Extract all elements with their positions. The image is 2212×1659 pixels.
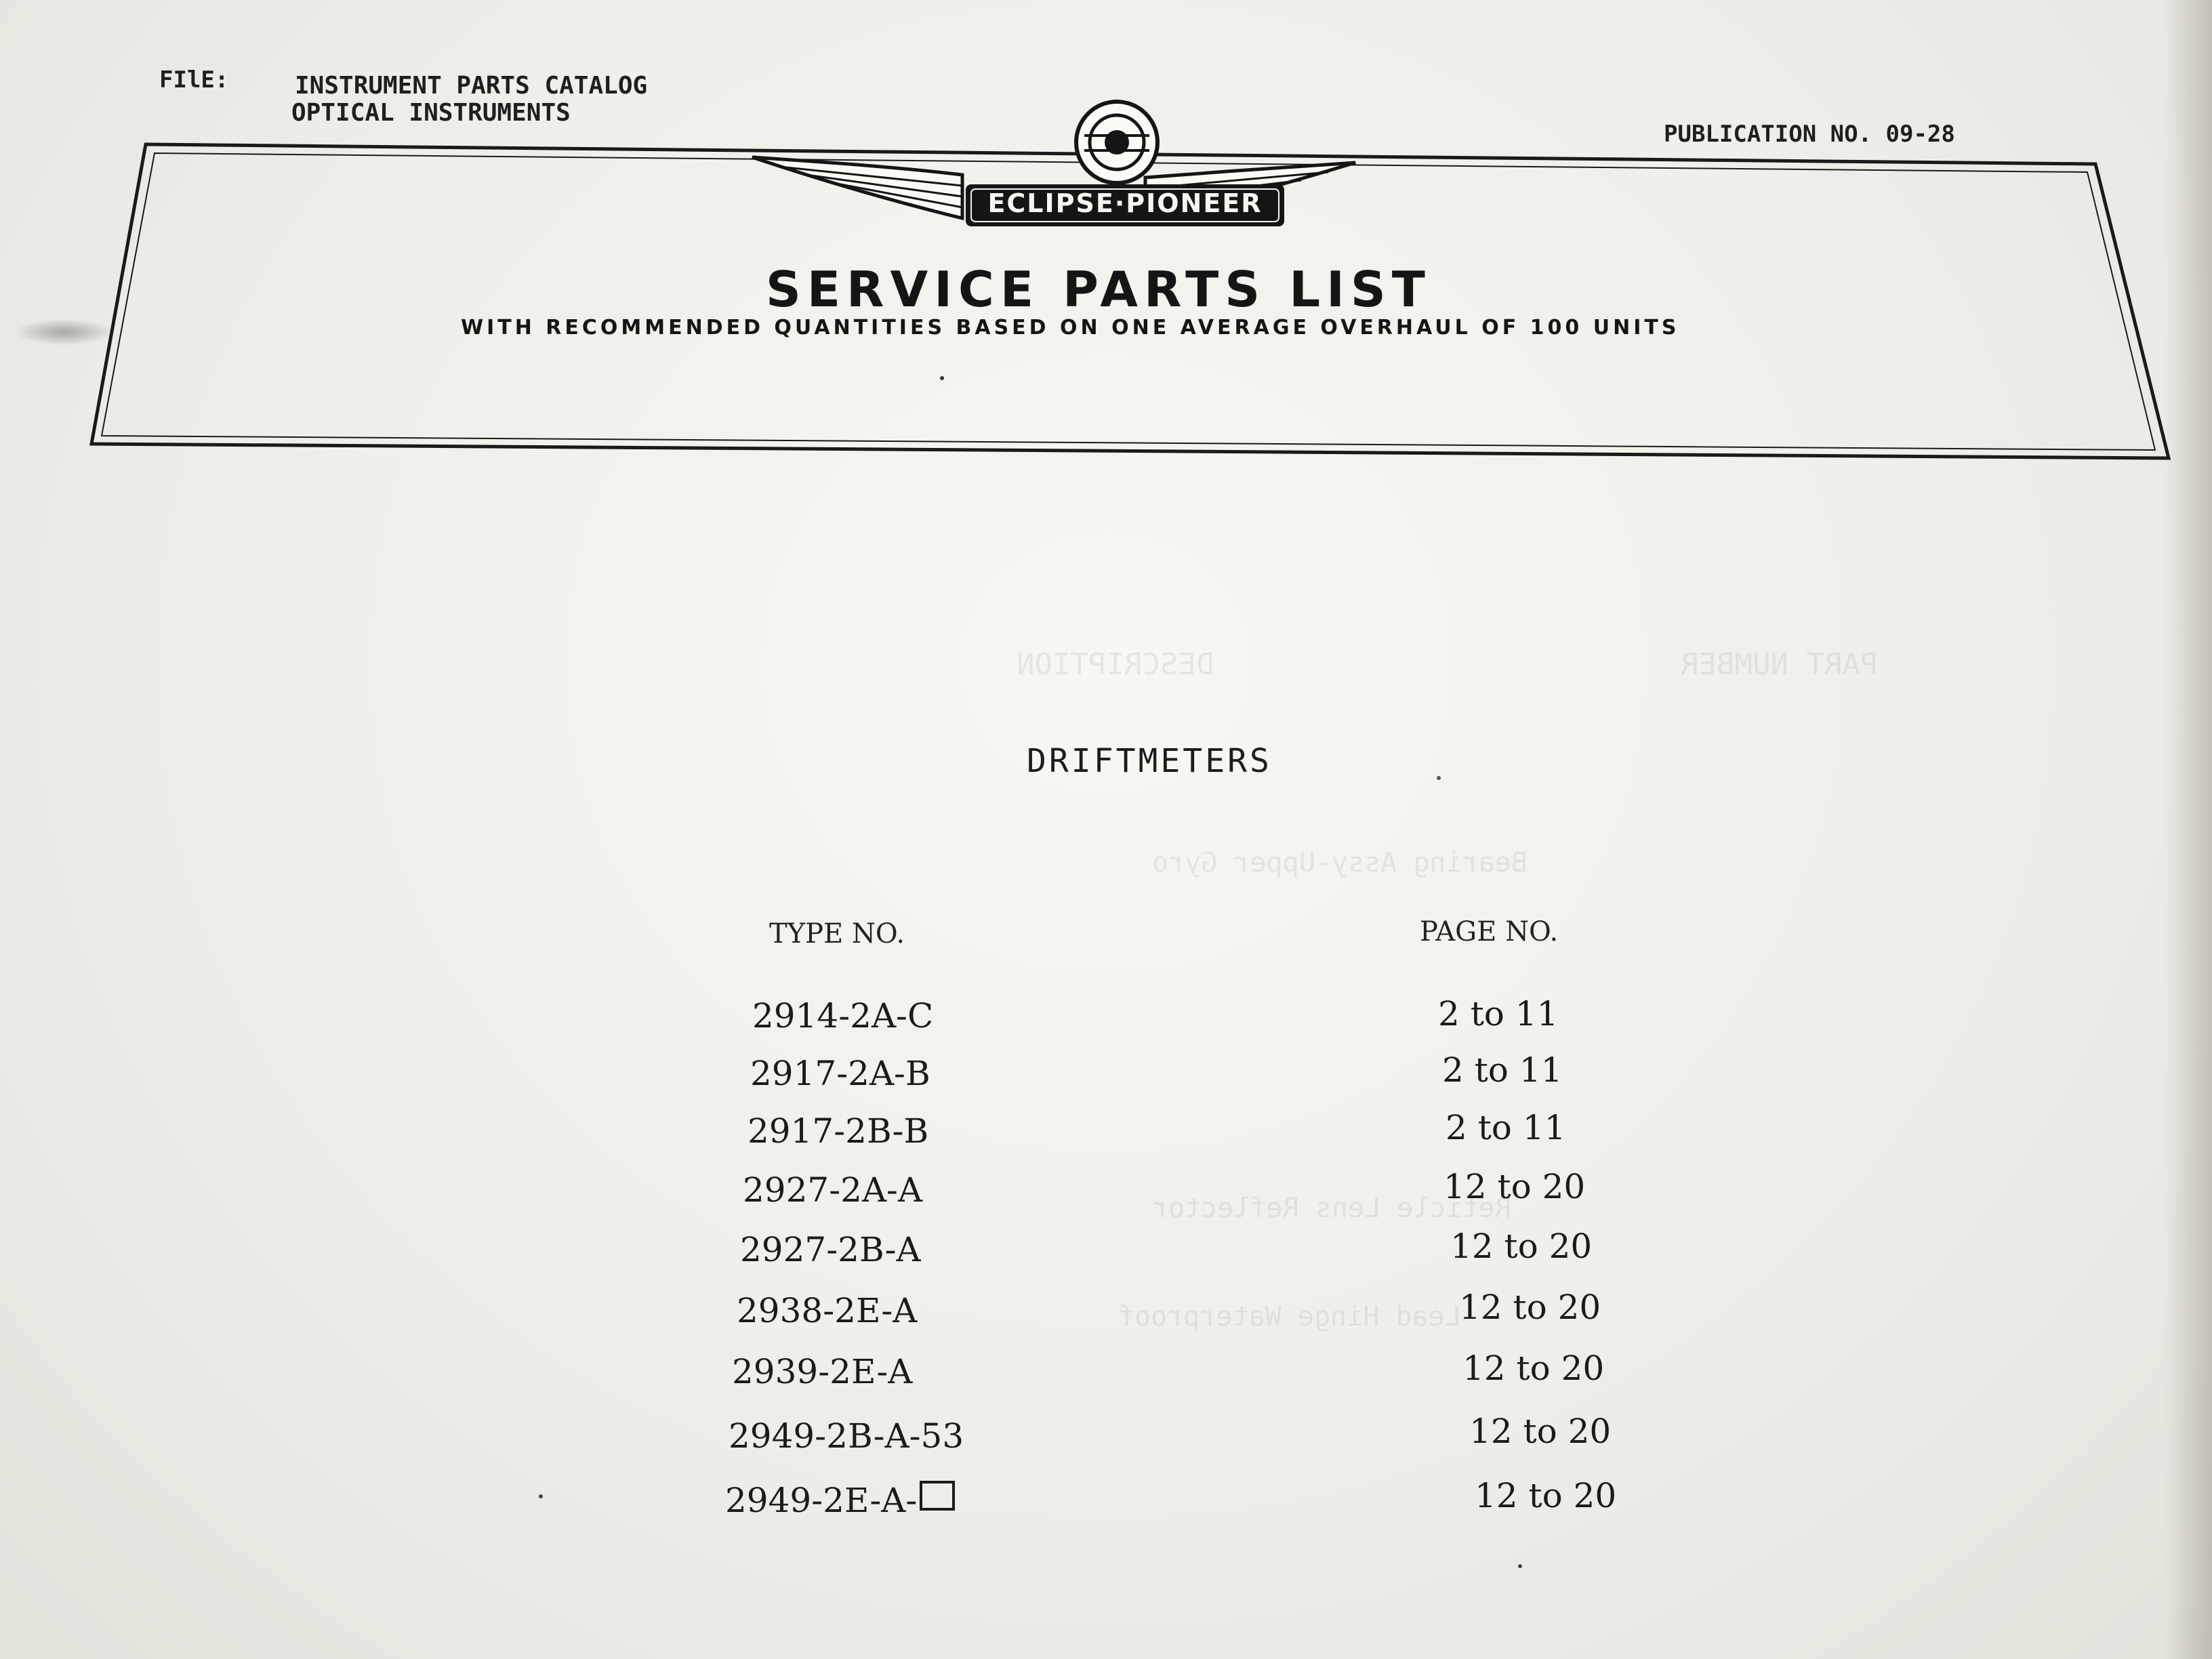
page-range-cell: 12 to 20	[1475, 1476, 1617, 1515]
page-range-cell: 2 to 11	[1442, 1050, 1563, 1090]
type-number-cell: 2938-2E-A	[737, 1291, 918, 1330]
show-through-text: Lead Hinge Waterproof	[1118, 1301, 1461, 1332]
blank-box-icon	[920, 1481, 955, 1511]
file-catalog-line: INSTRUMENT PARTS CATALOG	[295, 72, 648, 100]
page-range-cell: 2 to 11	[1446, 1108, 1566, 1147]
paper-speck	[1437, 776, 1441, 780]
type-number-cell: 2927-2A-A	[743, 1170, 923, 1210]
show-through-text: DESCRIPTION	[1017, 647, 1214, 682]
type-number-cell: 2949-2B-A-53	[729, 1416, 964, 1456]
page-range-cell: 12 to 20	[1459, 1288, 1601, 1327]
paper-speck	[1518, 1564, 1522, 1568]
type-number-cell: 2914-2A-C	[752, 996, 934, 1036]
page-range-cell: 2 to 11	[1438, 994, 1559, 1033]
file-label: FIlE:	[159, 66, 229, 94]
type-number-cell: 2939-2E-A	[732, 1352, 913, 1391]
file-category-line: OPTICAL INSTRUMENTS	[291, 99, 571, 127]
page-range-cell: 12 to 20	[1469, 1412, 1612, 1451]
type-number-cell-last	[725, 1481, 955, 1520]
document-title: SERVICE PARTS LIST	[766, 261, 1431, 318]
show-through-text: Reticle Lens Reflector	[1152, 1193, 1511, 1224]
type-number-cell: 2917-2A-B	[750, 1054, 930, 1093]
page-range-cell: 12 to 20	[1450, 1227, 1593, 1266]
type-number-cell: 2927-2B-A	[740, 1230, 921, 1269]
show-through-text: Bearing Assy-Upper Gyro	[1152, 847, 1528, 878]
type-number-text: 2949-2E-A-	[725, 1481, 918, 1520]
type-column-header: TYPE NO.	[769, 918, 905, 949]
paper-smudge	[14, 319, 115, 346]
publication-number: PUBLICATION NO. 09-28	[1664, 121, 1955, 148]
page-range-cell: 12 to 20	[1443, 1167, 1586, 1206]
paper-speck	[940, 376, 944, 380]
page-range-cell: 12 to 20	[1462, 1349, 1605, 1388]
section-title: DRIFTMETERS	[1027, 742, 1272, 780]
page-column-header: PAGE NO.	[1420, 916, 1559, 947]
paper-speck	[539, 1494, 543, 1498]
logo-text: ECLIPSE·PIONEER	[987, 188, 1263, 218]
type-number-cell: 2917-2B-B	[747, 1111, 929, 1151]
document-subtitle: WITH RECOMMENDED QUANTITIES BASED ON ONE AVERAGE OVERHAUL OF 100 UNITS	[461, 316, 1680, 340]
show-through-text: PART NUMBER	[1681, 647, 1879, 682]
